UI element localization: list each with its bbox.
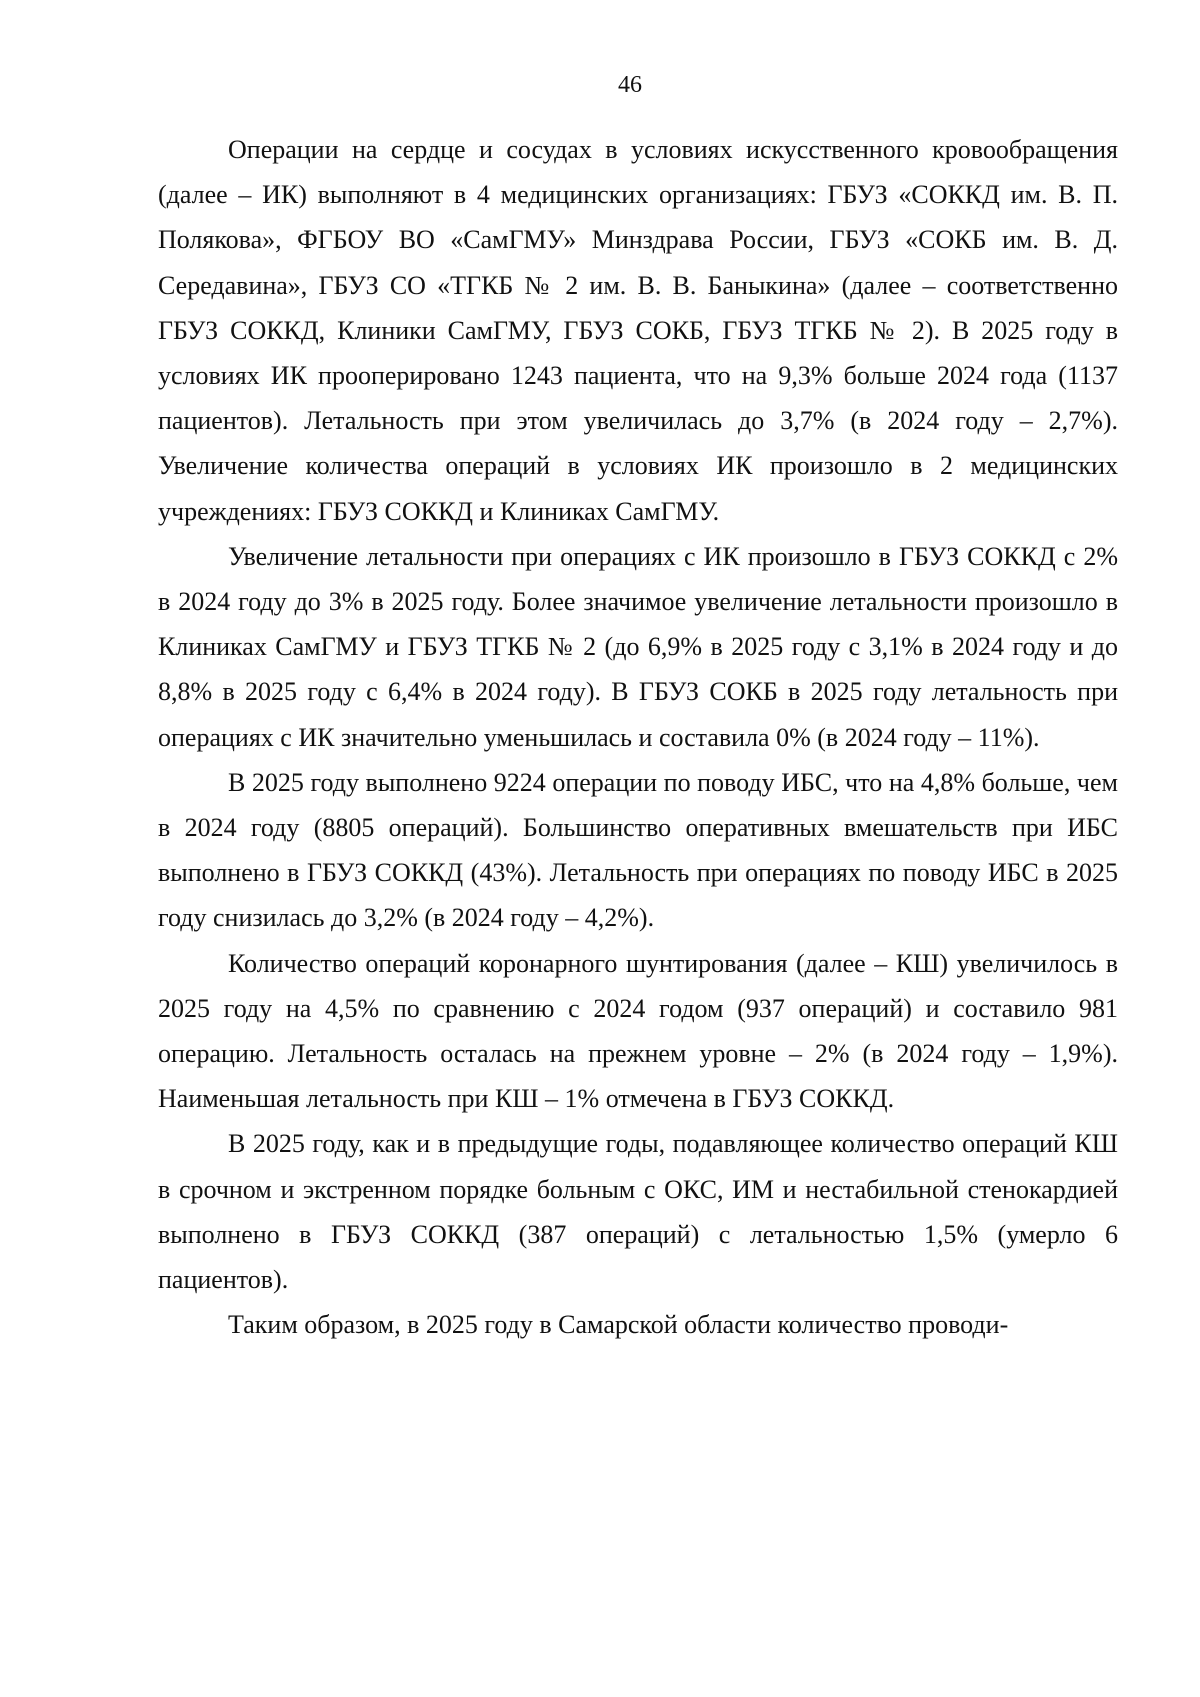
paragraph-ibs-operations: В 2025 году выполнено 9224 операции по поводу ИБС, что на 4,8% больше, чем в 2024 году (8805 операций). Большинство оперативных вмешательств при ИБС выполнено в ГБУЗ СОККД (43%). Летальность при операциях по поводу ИБС в 2025 году снизилась до 3,2% (в 2024 году – 4,2%). [158,767,1118,933]
paragraph-cabg-urgent: В 2025 году, как и в предыдущие годы, подавляющее количество операций КШ в срочном и экстренном порядке больным с ОКС, ИМ и нестабильной стенокардией выполнено в ГБУЗ СОККД (387 операций) с летальностью 1,5% (умерло 6 пациентов). [158,1129,1118,1295]
paragraph-ik-operations: Операции на сердце и сосудах в условиях искусственного кровообращения (далее – ИК) выполняют в 4 медицинских организациях: ГБУЗ «СОККД им. В. П. Полякова», ФГБОУ ВО «СамГМУ» Минздрава России, ГБУЗ «СОКБ им. В. Д. Середавина», ГБУЗ СО «ТГКБ № 2 им. В. В. Баныкина» (далее – соответственно ГБУЗ СОККД, Клиники СамГМУ, ГБУЗ СОКБ, ГБУЗ ТГКБ № 2). В 2025 году в условиях ИК прооперировано 1243 пациента, что на 9,3% больше 2024 года (1137 пациентов). Летальность при этом увеличилась до 3,7% (в 2024 году – 2,7%). Увеличение количества операций в условиях ИК произошло в 2 медицинских учреждениях: ГБУЗ СОККД и Клиниках СамГМУ. [158,135,1118,526]
paragraph-conclusion-start: Таким образом, в 2025 году в Самарской области количество проводи- [228,1310,1009,1340]
paragraph-ik-mortality: Увеличение летальности при операциях с ИК произошло в ГБУЗ СОККД с 2% в 2024 году до 3% в 2025 году. Более значимое увеличение летальности произошло в Клиниках СамГМУ и ГБУЗ ТГКБ № 2 (до 6,9% в 2025 году с 3,1% в 2024 году и до 8,8% в 2025 году с 6,4% в 2024 году). В ГБУЗ СОКБ в 2025 году летальность при операциях с ИК значительно уменьшилась и составила 0% (в 2024 году – 11%). [158,541,1118,752]
body-text [158,127,1118,1347]
page-number: 46 [618,72,642,98]
paragraph-cabg-count: Количество операций коронарного шунтирования (далее – КШ) увеличилось в 2025 году на 4,5% по сравнению с 2024 годом (937 операций) и составило 981 операцию. Летальность осталась на прежнем уровне – 2% (в 2024 году – 1,9%). Наименьшая летальность при КШ – 1% отмечена в ГБУЗ СОККД. [158,948,1118,1114]
